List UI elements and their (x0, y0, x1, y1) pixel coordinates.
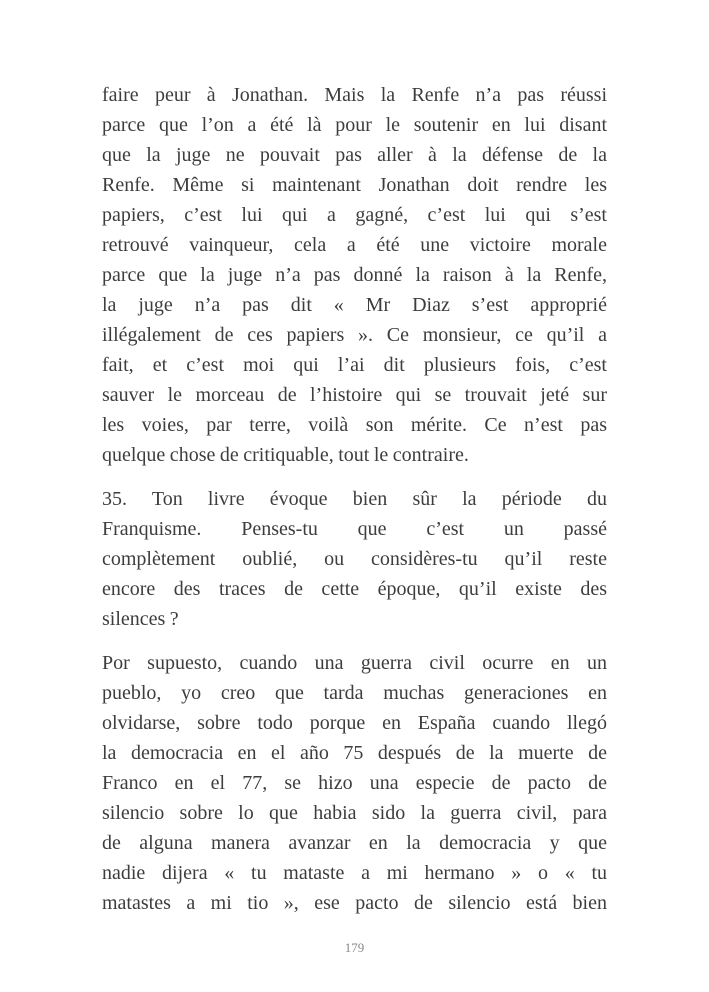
text-line: papiers, c’est lui qui a gagné, c’est lui qui s’est (102, 204, 607, 226)
text-line: illégalement de ces papiers ». Ce monsieur, ce qu’il a (102, 324, 607, 346)
text-line: sauver le morceau de l’histoire qui se trouvait jeté sur (102, 384, 607, 406)
text-line: nadie dijera « tu mataste a mi hermano » o « tu (102, 862, 607, 884)
text-line: complètement oublié, ou considères-tu qu’il reste (102, 548, 607, 570)
text-line: olvidarse, sobre todo porque en España cuando llegó (102, 712, 607, 734)
text-line: encore des traces de cette époque, qu’il existe des (102, 578, 607, 600)
text-line: les voies, par terre, voilà son mérite. Ce n’est pas (102, 414, 607, 436)
text-line: pueblo, yo creo que tarda muchas generaciones en (102, 682, 607, 704)
text-line: Renfe. Même si maintenant Jonathan doit rendre les (102, 174, 607, 196)
text-line: Franquisme. Penses-tu que c’est un passé (102, 518, 607, 540)
text-line: parce que la juge n’a pas donné la raison à la Renfe, (102, 264, 607, 286)
text-line: Por supuesto, cuando una guerra civil ocurre en un (102, 652, 607, 674)
paragraph-question (102, 484, 607, 634)
text-block (102, 80, 607, 932)
paragraph-answer (102, 80, 607, 470)
text-line: 35. Ton livre évoque bien sûr la période du (102, 488, 607, 510)
text-line: de alguna manera avanzar en la democracia y que (102, 832, 607, 854)
text-line: quelque chose de critiquable, tout le contraire. (102, 444, 469, 466)
text-line: Franco en el 77, se hizo una especie de pacto de (102, 772, 607, 794)
text-line: matastes a mi tio », ese pacto de silencio está bien (102, 892, 607, 914)
page-number: 179 (344, 940, 365, 955)
paragraph-answer (102, 648, 607, 918)
text-line: que la juge ne pouvait pas aller à la défense de la (102, 144, 607, 166)
text-line: la juge n’a pas dit « Mr Diaz s’est approprié (102, 294, 607, 316)
text-line: silences ? (102, 608, 179, 630)
text-line: faire peur à Jonathan. Mais la Renfe n’a pas réussi (102, 84, 607, 106)
text-line: silencio sobre lo que habia sido la guerra civil, para (102, 802, 607, 824)
text-line: fait, et c’est moi qui l’ai dit plusieurs fois, c’est (102, 354, 607, 376)
text-line: retrouvé vainqueur, cela a été une victoire morale (102, 234, 607, 256)
text-line: parce que l’on a été là pour le soutenir en lui disant (102, 114, 607, 136)
text-line: la democracia en el año 75 después de la muerte de (102, 742, 607, 764)
